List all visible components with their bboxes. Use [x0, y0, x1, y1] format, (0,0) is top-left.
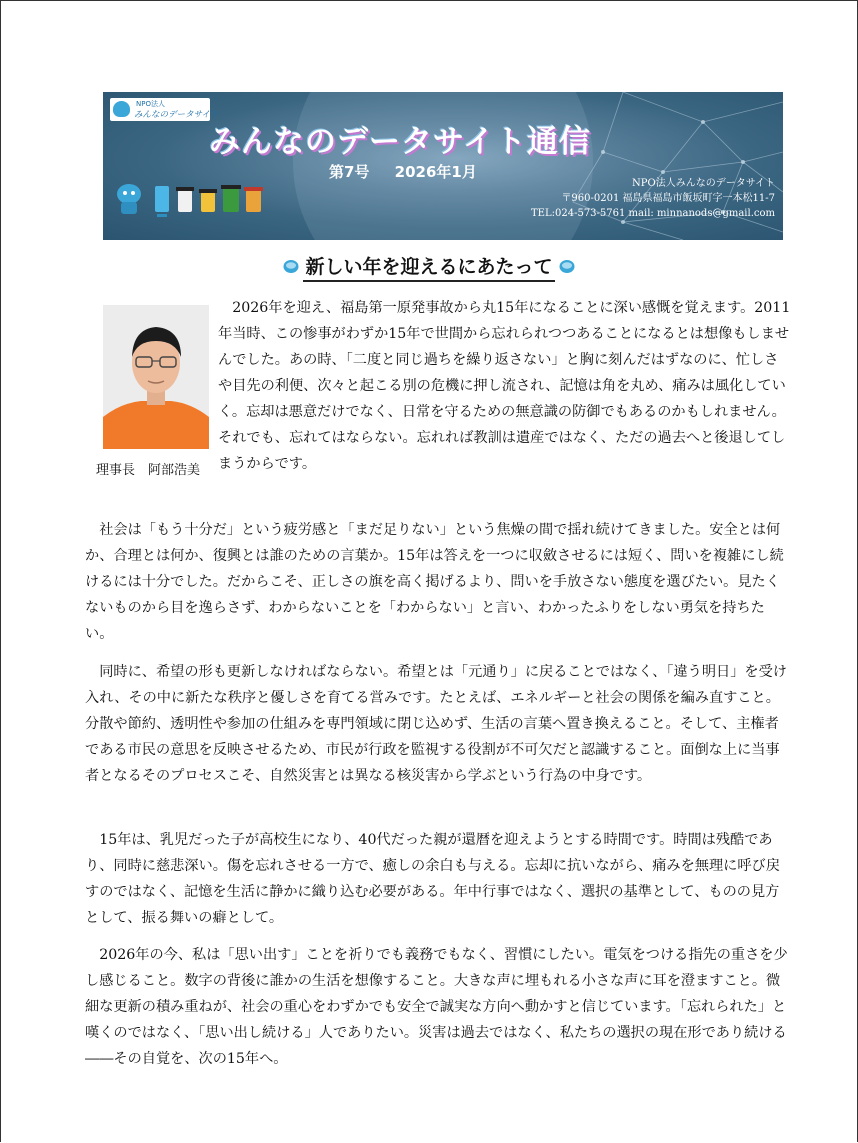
org-contact-block: [531, 176, 775, 221]
org-address: 〒960-0201 福島県福島市飯坂町字一本松11-7: [561, 193, 775, 204]
speech-bubble-icon: [283, 259, 299, 275]
article-heading-row: [0, 252, 858, 282]
issue-number: 第7号: [329, 163, 370, 181]
org-logo-badge: [110, 98, 219, 121]
body-paragraph: 15年は、乳児だった子が高校生になり、40代だった親が還暦を迎えようとする時間です。時間は残酷であり、同時に慈悲深い。傷を忘れさせる一方で、癒しの余白も与える。忘却に抗いながら、痛みを無理に呼び戻すのではなく、記憶を生活に静かに織り込む必要がある。年中行事ではなく、選択の基準として、ものの見方として、振る舞いの癖として。: [85, 832, 780, 926]
org-name: NPO法人みんなのデータサイト: [632, 178, 775, 189]
newsletter-banner: [103, 92, 783, 240]
logo-small-text: NPO法人: [136, 100, 165, 108]
article-heading: 新しい年を迎えるにあたって: [303, 252, 554, 282]
org-logo-icon: [113, 101, 130, 117]
author-portrait: [103, 305, 209, 449]
portrait-image: [103, 305, 209, 449]
newsletter-title: みんなのデータサイト通信: [209, 124, 591, 160]
mascot-characters-icon: [115, 176, 275, 220]
body-paragraph: 社会は「もう十分だ」という疲労感と「まだ足りない」という焦燥の間で揺れ続けてきました。安全とは何か、合理とは何か、復興とは誰のための言葉か。15年は答えを一つに収斂させるには短く、問いを複雑にし続けるには十分でした。だからこそ、正しさの旗を高く掲げるより、問いを手放さない態度を選びたい。見たくないものから目を逸らさず、わからないことを「わからない」と言い、わかったふりをしない勇気を持ちたい。: [85, 522, 784, 642]
body-paragraph: 同時に、希望の形も更新しなければならない。希望とは「元通り」に戻ることではなく、「違う明日」を受け入れ、その中に新たな秩序と優しさを育てる営みです。たとえば、エネルギーと社会の関係を編み直すこと。分散や節約、透明性や参加の仕組みを専門領域に閉じ込めず、生活の言葉へ置き換えること。そして、主権者である市民の意思を反映させるため、市民が行政を監視する役割が不可欠だと認識すること。面倒な上に当事者となるそのプロセスこそ、自然災害とは異なる核災害から学ぶという行為の中身です。: [85, 664, 787, 784]
org-contact: TEL:024-573-5761 mail: minnanods@gmail.com: [531, 208, 775, 219]
logo-org-name: みんなのデータサイト: [134, 110, 219, 120]
issue-line: [329, 161, 497, 182]
body-paragraph: 2026年の今、私は「思い出す」ことを祈りでも義務でもなく、習慣にしたい。電気をつける指先の重さを少し感じること。数字の背後に誰かの生活を想像すること。大きな声に埋もれる小さな声に耳を澄ますこと。微細な更新の積み重ねが、社会の重心をわずかでも安全で誠実な方向へ動かすと信じています。「忘れられた」と嘆くのではなく、「思い出し続ける」人でありたい。災害は過去ではなく、私たちの選択の現在形であり続ける――その自覚を、次の15年へ。: [85, 947, 788, 1067]
intro-paragraph: 2026年を迎え、福島第一原発事故から丸15年になることに深い感慨を覚えます。2011年当時、この惨事がわずか15年で世間から忘れられつつあることになるとは想像もしませんでした。あの時、「二度と同じ過ちを繰り返さない」と胸に刻んだはずなのに、忙しさや目先の利便、次々と起こる別の危機に押し流され、記憶は角を丸め、痛みは風化していく。忘却は悪意だけでなく、日常を守るための無意識の防御でもあるのかもしれません。それでも、忘れてはならない。忘れれば教訓は遺産ではなく、ただの過去へと後退してしまうからです。: [218, 300, 791, 472]
speech-bubble-icon: [559, 259, 575, 275]
issue-date: 2026年1月: [394, 163, 477, 181]
author-caption: 理事長 阿部浩美: [96, 463, 201, 478]
